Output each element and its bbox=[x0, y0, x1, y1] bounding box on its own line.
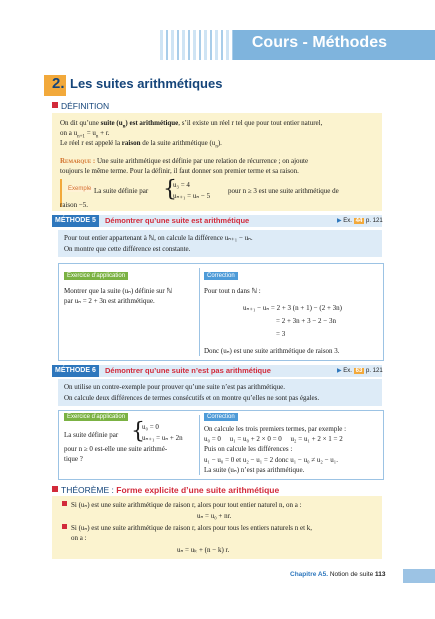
method5-app-line-1: Montrer que la suite (uₙ) définie sur ℕ bbox=[64, 287, 173, 295]
method6-system-2: uₙ₊₁ = uₙ + 2n bbox=[142, 434, 183, 442]
bullet-icon bbox=[62, 524, 67, 529]
section-title: Les suites arithmétiques bbox=[70, 76, 223, 91]
method6-brace: { bbox=[131, 419, 145, 444]
method5-app-tag: Exercice d’application bbox=[64, 272, 128, 280]
method5-exercise-ref[interactable]: ▶ Ex. 44 p. 121 bbox=[337, 218, 383, 224]
example-label: Exemple bbox=[68, 186, 92, 192]
method6-label: MÉTHODE 6 bbox=[52, 365, 99, 377]
method5-cor-line-3: = 2 + 3n + 3 − 2 − 3n bbox=[276, 317, 336, 325]
method6-exercise-ref[interactable]: ▶ Ex. 63 p. 121 bbox=[337, 368, 383, 374]
header-decorative-strip bbox=[160, 30, 233, 60]
definition-line-1: On dit qu’une suite $(u_n)$ est arithmétique, s’il existe un réel r tel que pour tout entier naturel, bbox=[60, 119, 323, 130]
definition-line-2: on a $u_{n+1} = u_n + r$. bbox=[60, 129, 110, 140]
method6-divider bbox=[199, 415, 200, 475]
method6-correction-tag: Correction bbox=[204, 413, 238, 421]
red-square-icon bbox=[52, 102, 58, 108]
example-brace: { bbox=[163, 177, 177, 202]
method6-cor-line-5: La suite (uₙ) n’est pas arithmétique. bbox=[204, 466, 305, 474]
example-system-2: uₙ₊₁ = uₙ − 5 bbox=[173, 192, 211, 200]
method5-cor-line-5: Donc (uₙ) est une suite arithmétique de raison 3. bbox=[204, 347, 340, 355]
method6-cor-line-3: Puis on calcule les différences : bbox=[204, 445, 293, 453]
method5-box-line-2: On montre que cette différence est constante. bbox=[64, 245, 191, 253]
method6-app-line-3: tique ? bbox=[64, 455, 83, 463]
remark-line-2: toujours le même terme. Pour la définir, il faut donner son premier terme et sa raison. bbox=[60, 167, 299, 175]
example-text-2: pour n ≥ 3 est une suite arithmétique de bbox=[228, 187, 339, 195]
method5-app-line-2: par uₙ = 2 + 3n est arithmétique. bbox=[64, 297, 155, 305]
method6-cor-line-1: On calcule les trois premiers termes, par exemple : bbox=[204, 425, 347, 433]
theorem-bullet-1: Si (uₙ) est une suite arithmétique de raison r, alors pour tout entier naturel n, on a : bbox=[62, 500, 302, 510]
page-number: 113 bbox=[375, 571, 386, 578]
method6-box bbox=[58, 379, 382, 406]
method6-title: Démontrer qu’une suite n’est pas arithmétique bbox=[105, 366, 271, 375]
example-text-3: raison −5. bbox=[60, 201, 89, 209]
method5-divider bbox=[199, 268, 200, 356]
definition-heading: DÉFINITION bbox=[52, 101, 109, 111]
footer-bar bbox=[403, 569, 435, 583]
method6-cor-line-4: u₁ − u₀ = 0 et u₂ − u₁ = 2 donc u₁ − u₀ ≠ u₂ − u₁. bbox=[204, 456, 338, 464]
method5-cor-line-2: uₙ₊₁ − uₙ = 2 + 3 (n + 1) − (2 + 3n) bbox=[243, 304, 342, 312]
theorem-formula-2: uₙ = uₖ + (n − k) r. bbox=[177, 546, 230, 554]
method6-app-tag: Exercice d’application bbox=[64, 413, 128, 421]
method5-cor-line-4: = 3 bbox=[276, 330, 286, 338]
method5-title: Démontrer qu’une suite est arithmétique bbox=[105, 216, 250, 225]
example-text-1: La suite définie par bbox=[94, 187, 149, 195]
method5-box bbox=[58, 230, 382, 257]
method6-app-line-2: pour n ≥ 0 est-elle une suite arithmé- bbox=[64, 445, 168, 453]
section-number: 2. bbox=[52, 75, 65, 92]
arrow-right-icon: ▶ bbox=[337, 368, 342, 374]
definition-box bbox=[52, 113, 382, 211]
method5-box-line-1: Pour tout entier appartenant à ℕ, on calcule la différence uₙ₊₁ − uₙ. bbox=[64, 234, 253, 242]
footer: Chapitre A5. Notion de suite 113 bbox=[290, 571, 386, 578]
theorem-heading: THÉORÈME : Forme explicite d’une suite arithmétique bbox=[52, 485, 279, 495]
theorem-box bbox=[52, 496, 382, 559]
example-system-1: u₃ = 4 bbox=[173, 181, 190, 189]
theorem-formula-1: uₙ = u₀ + nr. bbox=[197, 512, 232, 520]
method5-label: MÉTHODE 5 bbox=[52, 215, 99, 227]
arrow-right-icon: ▶ bbox=[337, 218, 342, 224]
method5-cor-line-1: Pour tout n dans ℕ : bbox=[204, 287, 261, 295]
method6-box-line-2: On calcule deux différences de termes consécutifs et on montre qu’elles ne sont pas égales. bbox=[64, 394, 320, 402]
definition-line-3: Le réel r est appelé la raison de la suite arithmétique $(u_n)$. bbox=[60, 139, 222, 150]
red-square-icon bbox=[52, 486, 58, 492]
bullet-icon bbox=[62, 501, 67, 506]
method6-app-line-1: La suite définie par bbox=[64, 431, 119, 439]
method6-system-1: u₀ = 0 bbox=[142, 423, 159, 431]
method5-correction-tag: Correction bbox=[204, 272, 238, 280]
header-title: Cours - Méthodes bbox=[251, 34, 387, 51]
theorem-bullet-2-cont: on a : bbox=[71, 534, 87, 542]
theorem-bullet-2: Si (uₙ) est une suite arithmétique de raison r, alors pour tous les entiers naturels n et k, bbox=[62, 523, 312, 533]
remark-line-1: Remarque : Une suite arithmétique est définie par une relation de récurrence ; on ajoute bbox=[60, 157, 309, 165]
method6-cor-line-2: u₀ = 0 u₁ = u₀ + 2 × 0 = 0 u₂ = u₁ + 2 × 1 = 2 bbox=[204, 435, 343, 443]
method6-box-line-1: On utilise un contre-exemple pour prouver qu’une suite n’est pas arithmétique. bbox=[64, 383, 286, 391]
